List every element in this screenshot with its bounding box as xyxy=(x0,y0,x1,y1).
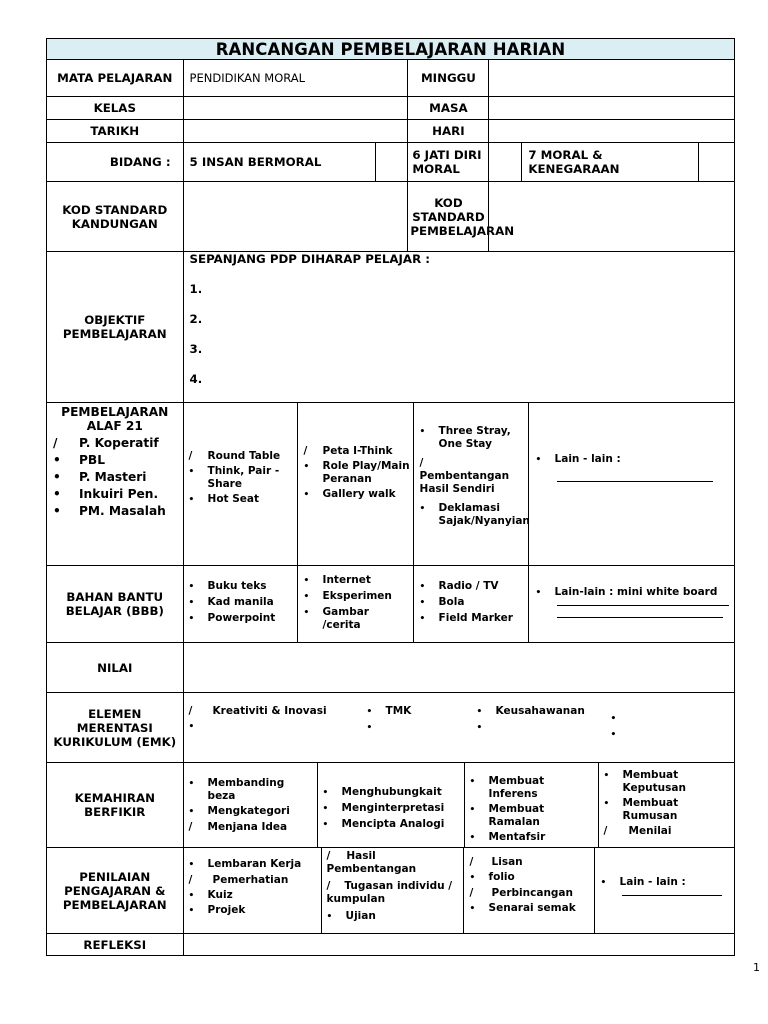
alaf21-deklamasi[interactable]: • Deklamasi Sajak/Nyanyian xyxy=(419,502,530,527)
berfikir-menghubungkait[interactable]: • Menghubungkait xyxy=(322,786,442,798)
bbb-lain-lain-line-2[interactable] xyxy=(557,617,723,618)
mata-pelajaran-label: MATA PELAJARAN xyxy=(47,60,184,97)
objektif-area[interactable] xyxy=(183,252,734,403)
objektif-label: OBJEKTIF PEMBELAJARAN xyxy=(47,252,184,403)
masa-field[interactable] xyxy=(489,97,735,120)
bbb-eksperimen[interactable]: • Eksperimen xyxy=(303,590,392,602)
penilaian-area xyxy=(183,848,734,934)
page-title: RANCANGAN PEMBELAJARAN HARIAN xyxy=(47,39,735,60)
nilai-field[interactable] xyxy=(183,643,734,693)
penilaian-pemerhatian[interactable]: / Pemerhatian xyxy=(188,874,289,886)
emk-blank-5[interactable]: • xyxy=(610,730,617,740)
alaf21-lain-lain-line[interactable] xyxy=(557,481,713,482)
objektif-item-3: 3. xyxy=(189,342,203,356)
penilaian-kuiz[interactable]: • Kuiz xyxy=(188,889,233,901)
tarikh-field[interactable] xyxy=(183,120,408,143)
alaf21-option[interactable]: • P. Masteri xyxy=(53,470,147,484)
bbb-gambar-cerita[interactable]: • Gambar /cerita xyxy=(303,606,369,631)
berfikir-membuat-rumusan[interactable]: • Membuat Rumusan xyxy=(603,797,679,822)
bbb-kad-manila[interactable]: • Kad manila xyxy=(188,596,274,608)
alaf21-role-play[interactable]: • Role Play/Main Peranan xyxy=(303,460,410,485)
alaf21-option[interactable]: / P. Koperatif xyxy=(53,436,159,450)
alaf21-peta-i-think[interactable]: / Peta I-Think xyxy=(303,445,393,457)
alaf21-three-stray[interactable]: • Three Stray, One Stay xyxy=(419,425,511,450)
alaf21-think-pair-share[interactable]: • Think, Pair - Share xyxy=(188,465,280,490)
alaf21-option[interactable]: • PM. Masalah xyxy=(53,504,166,518)
berfikir-menginterpretasi[interactable]: • Menginterpretasi xyxy=(322,802,445,814)
bbb-internet[interactable]: • Internet xyxy=(303,574,371,586)
bidang-option-6: 6 JATI DIRI MORAL xyxy=(408,143,489,182)
emk-kreativiti-inovasi[interactable]: / Kreativiti & Inovasi xyxy=(188,705,327,717)
bbb-buku-teks[interactable]: • Buku teks xyxy=(188,580,267,592)
bbb-radio-tv[interactable]: • Radio / TV xyxy=(419,580,499,592)
kemahiran-berfikir-label: KEMAHIRAN BERFIKIR xyxy=(47,763,184,848)
tarikh-label: TARIKH xyxy=(47,120,184,143)
berfikir-membanding-beza[interactable]: • Membanding beza xyxy=(188,777,285,802)
objektif-intro: SEPANJANG PDP DIHARAP PELAJAR : xyxy=(189,252,430,266)
page-number: 1 xyxy=(753,961,760,974)
hari-field[interactable] xyxy=(489,120,735,143)
penilaian-lain-lain[interactable]: • Lain - lain : xyxy=(600,876,686,888)
emk-blank-3[interactable]: • xyxy=(476,723,483,733)
penilaian-folio[interactable]: • folio xyxy=(469,871,515,883)
emk-keusahawanan[interactable]: • Keusahawanan xyxy=(476,705,585,717)
penilaian-hasil-pembentangan[interactable]: / Hasil Pembentangan xyxy=(326,850,417,875)
bbb-options-area xyxy=(183,566,734,643)
kelas-field[interactable] xyxy=(183,97,408,120)
penilaian-label: PENILAIAN PENGAJARAN & PEMBELAJARAN xyxy=(47,848,184,934)
refleksi-field[interactable] xyxy=(183,934,734,956)
alaf21-hot-seat[interactable]: • Hot Seat xyxy=(188,493,260,505)
kelas-label: KELAS xyxy=(47,97,184,120)
emk-tmk[interactable]: • TMK xyxy=(366,705,412,717)
alaf21-gallery-walk[interactable]: • Gallery walk xyxy=(303,488,396,500)
bidang-checkbox-6[interactable] xyxy=(489,143,522,182)
berfikir-menilai[interactable]: / Menilai xyxy=(603,825,672,837)
bbb-powerpoint[interactable]: • Powerpoint xyxy=(188,612,276,624)
bbb-lain-lain-line-1[interactable] xyxy=(557,605,729,606)
emk-blank-1[interactable]: • xyxy=(188,722,195,732)
alaf21-label: PEMBELAJARAN ALAF 21 xyxy=(61,405,169,433)
penilaian-tugasan[interactable]: / Tugasan individu / kumpulan xyxy=(326,880,453,905)
masa-label: MASA xyxy=(408,97,489,120)
alaf21-round-table[interactable]: / Round Table xyxy=(188,450,281,462)
objektif-item-4: 4. xyxy=(189,372,203,386)
rph-table xyxy=(46,38,735,956)
alaf21-pembentangan[interactable]: / Pembentangan Hasil Sendiri xyxy=(419,457,510,495)
penilaian-lain-lain-line[interactable] xyxy=(622,895,722,896)
kod-standard-pembelajaran-label: KOD STANDARD PEMBELAJARAN xyxy=(408,182,489,252)
emk-label: ELEMEN MERENTASI KURIKULUM (EMK) xyxy=(47,693,184,763)
emk-blank-4[interactable]: • xyxy=(610,714,617,724)
bbb-bola[interactable]: • Bola xyxy=(419,596,465,608)
objektif-item-2: 2. xyxy=(189,312,203,326)
refleksi-label: REFLEKSI xyxy=(47,934,184,956)
objektif-item-1: 1. xyxy=(189,282,203,296)
mata-pelajaran-field[interactable]: PENDIDIKAN MORAL xyxy=(183,60,408,97)
berfikir-membuat-ramalan[interactable]: • Membuat Ramalan xyxy=(469,803,545,828)
bidang-checkbox-5[interactable] xyxy=(375,143,408,182)
penilaian-lisan[interactable]: / Lisan xyxy=(469,856,523,868)
bidang-option-5: 5 INSAN BERMORAL xyxy=(183,143,375,182)
emk-blank-2[interactable]: • xyxy=(366,723,373,733)
alaf21-lain-lain[interactable]: • Lain - lain : xyxy=(535,453,621,465)
bidang-checkbox-7[interactable] xyxy=(698,143,734,182)
bbb-field-marker[interactable]: • Field Marker xyxy=(419,612,513,624)
berfikir-mencipta-analogi[interactable]: • Mencipta Analogi xyxy=(322,818,445,830)
alaf21-option[interactable]: • PBL xyxy=(53,453,105,467)
minggu-field[interactable] xyxy=(489,60,735,97)
minggu-label: MINGGU xyxy=(408,60,489,97)
bbb-lain-lain[interactable]: • Lain-lain : mini white board xyxy=(535,586,718,598)
bidang-label: BIDANG : xyxy=(47,143,184,182)
berfikir-menjana-idea[interactable]: / Menjana Idea xyxy=(188,821,288,833)
penilaian-senarai-semak[interactable]: • Senarai semak xyxy=(469,902,576,914)
penilaian-perbincangan[interactable]: / Perbincangan xyxy=(469,887,573,899)
kod-standard-kandungan-field[interactable] xyxy=(183,182,408,252)
alaf21-option[interactable]: • Inkuiri Pen. xyxy=(53,487,159,501)
kod-standard-pembelajaran-field[interactable] xyxy=(489,182,735,252)
bidang-option-7: 7 MORAL & KENEGARAAN xyxy=(522,143,699,182)
bbb-label: BAHAN BANTU BELAJAR (BBB) xyxy=(47,566,184,643)
kod-standard-kandungan-label: KOD STANDARD KANDUNGAN xyxy=(47,182,184,252)
berfikir-mengkategori[interactable]: • Mengkategori xyxy=(188,805,290,817)
penilaian-projek[interactable]: • Projek xyxy=(188,904,246,916)
emk-options-area xyxy=(183,693,734,763)
nilai-label: NILAI xyxy=(47,643,184,693)
berfikir-mentafsir[interactable]: • Mentafsir xyxy=(469,831,546,843)
hari-label: HARI xyxy=(408,120,489,143)
berfikir-membuat-keputusan[interactable]: • Membuat Keputusan xyxy=(603,769,686,794)
penilaian-lembaran-kerja[interactable]: • Lembaran Kerja xyxy=(188,858,302,870)
kemahiran-berfikir-area xyxy=(183,763,734,848)
penilaian-ujian[interactable]: • Ujian xyxy=(326,910,376,922)
alaf21-options-area xyxy=(183,403,734,566)
alaf21-cell xyxy=(47,403,184,566)
berfikir-membuat-inferens[interactable]: • Membuat Inferens xyxy=(469,775,545,800)
